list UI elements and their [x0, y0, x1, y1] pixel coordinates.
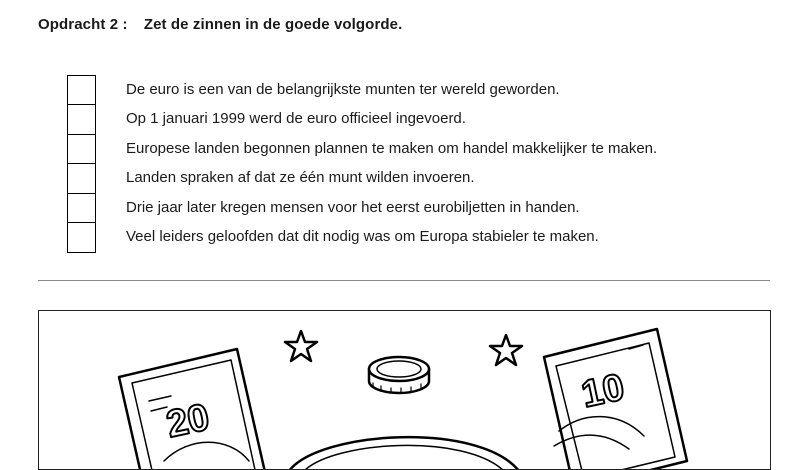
sentence-4: Landen spraken af dat ze één munt wilden invoeren. [126, 169, 475, 187]
banknote-icon [544, 329, 687, 470]
sentence-6: Veel leiders geloofden dat dit nodig was om Europa stabieler te maken. [126, 227, 599, 245]
answer-box-5[interactable] [68, 194, 95, 223]
left-banknote-value: 20 [162, 396, 214, 447]
illustration-frame [38, 310, 771, 470]
answer-boxes [67, 75, 96, 253]
assignment-heading [38, 16, 402, 33]
assignment-instruction: Zet de zinnen in de goede volgorde. [143, 16, 403, 33]
section-divider [38, 280, 770, 281]
euro-illustration [39, 311, 771, 470]
sentence-3: Europese landen begonnen plannen te maken om handel makkelijker te maken. [126, 139, 658, 157]
sentence-2: Op 1 januari 1999 werd de euro officieel ingevoerd. [126, 110, 466, 128]
banknote-icon [119, 349, 267, 470]
answer-box-1[interactable] [68, 76, 95, 105]
star-icon [490, 335, 522, 365]
right-banknote-value: 10 [577, 366, 629, 417]
assignment-label: Opdracht 2 : [38, 16, 128, 33]
answer-box-6[interactable] [68, 223, 95, 252]
sentence-5: Drie jaar later kregen mensen voor het eerst eurobiljetten in handen. [126, 198, 580, 216]
coin-icon [369, 357, 429, 393]
answer-box-3[interactable] [68, 135, 95, 164]
sentence-list [126, 80, 657, 256]
star-icon [285, 331, 317, 361]
answer-box-4[interactable] [68, 164, 95, 193]
sentence-1: De euro is een van de belangrijkste munten ter wereld geworden. [126, 81, 560, 98]
answer-box-2[interactable] [68, 105, 95, 134]
